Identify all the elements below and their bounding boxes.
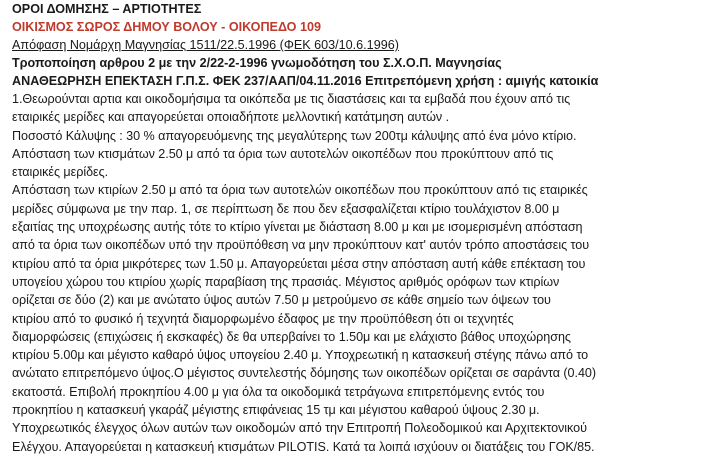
amendment-line: Τροποποίηση αρθρου 2 με την 2/22-2-1996 γνωμοδότηση του Σ.Χ.Ο.Π. Μαγνησίας	[12, 56, 502, 70]
body-line: κτιρίου 5.00μ και μέγιστο καθαρό ύψος υπογείου 2.40 μ. Υποχρεωτική η κατασκευή στέγης πάνω από το	[12, 348, 589, 363]
body-line: υπογείου χώρου του κτιρίου χωρίς παραβίαση της πρασιάς. Μέγιστος αριθμός ορόφων των κτιρίων	[12, 274, 560, 289]
body-line: μερίδες σύμφωνα με την παρ. 1, σε περίπτωση δε που δεν εξασφαλίζεται κτίριο τουλάχιστον 8.00 μ	[12, 201, 560, 216]
body-line: Ελέγχου. Απαγορεύεται η κατασκευή κτισμάτων PILOTIS. Κατά τα λοιπά ισχύουν οι διατάξεις του ΓΟΚ/85.	[12, 439, 595, 454]
body-line: εξαιτίας της υποχρέωσης αυτής τότε το κτίριο γίνεται με διάσταση 8.00 μ και με ισομερισμένη απόσταση	[12, 220, 583, 235]
body-line: κτιρίου από τα όρια μικρότερες των 1.50 μ. Απαγορεύεται μέσα στην απόσταση αυτή κάθε επέκταση του	[12, 256, 586, 271]
body-line: από τα όρια των οικοπέδων υπό την προϋπόθεση να μην προκύπτουν κατ' αυτόν τρόπο αποστάσεις του	[12, 238, 590, 253]
document-title: ΟΡΟΙ ΔΟΜΗΣΗΣ – ΑΡΤΙΟΤΗΤΕΣ	[12, 2, 202, 16]
body-line: Απόσταση των κτισμάτων 2.50 μ από τα όρια των αυτοτελών οικοπέδων που προκύπτουν από τις	[12, 146, 554, 161]
body-line: Ποσοστό Κάλυψης : 30 % απαγορευόμενης της μεγαλύτερης των 200τμ κάλυψης από ένα μόνο κτίριο.	[12, 128, 577, 143]
body-line: εταιρικές μερίδες.	[12, 165, 109, 180]
body-line: ορίζεται σε δύο (2) και με ανώτατο ύψος αυτών 7.50 μ μετρούμενο σε κάθε σημείο των όψεων του	[12, 293, 551, 308]
document-subtitle: ΟΙΚΙΣΜΟΣ ΣΩΡΟΣ ΔΗΜΟΥ ΒΟΛΟΥ - ΟΙΚΟΠΕΔΟ 109	[12, 20, 321, 34]
body-line: προκηπίου η κατασκευή γκαράζ μέγιστης επιφάνειας 15 τμ και μέγιστου καθαρού ύψους 2.30 μ.	[12, 403, 540, 418]
body-line: εκατοστά. Επιβολή προκηπίου 4.00 μ για όλα τα οικοδομικά τετράγωνα επιτρεπόμενης εντός του	[12, 384, 545, 399]
body-line: διαμορφώσεις (επιχώσεις ή εκσκαφές) δε θα υπερβαίνει το 1.50μ και με ελάχιστο βάθος υποχώρησης	[12, 329, 571, 344]
body-line: 1.Θεωρούνται αρτια και οικοδομήσιμα τα οικόπεδα με τις διαστάσεις και τα εμβαδά που έχουν από τις	[12, 92, 571, 106]
revision-line: ΑΝΑΘΕΩΡΗΣΗ ΕΠΕΚΤΑΣΗ Γ.Π.Σ. ΦΕΚ 237/ΑΑΠ/04.11.2016 Επιτρεπόμενη χρήση : αμιγής κατοικία	[12, 74, 599, 88]
body-line: ανώτατο επιτρεπόμενο ύψος.Ο μέγιστος συντελεστής δόμησης των οικοπέδων ορίζεται σε σαράντα (0.40)	[12, 366, 597, 381]
document-page	[12, 0, 702, 456]
decision-reference: Απόφαση Νομάρχη Μαγνησίας 1511/22.5.1996 (ΦΕΚ 603/10.6.1996)	[12, 38, 399, 52]
body-line: εταιρικές μερίδες και απαγορεύεται οποιαδήποτε μελλοντική κατάτμηση αυτών .	[12, 110, 450, 125]
body-line: κτιρίου από το φυσικό ή τεχνητά διαμορφωμένο έδαφος με την προϋπόθεση ότι οι τεχνητές	[12, 311, 514, 326]
body-line: Υποχρεωτικός έλεγχος όλων αυτών των οικοδομών από την Επιτροπή Πολεοδομικού και Αρχιτεκτονικού	[12, 421, 587, 436]
body-line: Απόσταση των κτιρίων 2.50 μ από τα όρια των αυτοτελών οικοπέδων που προκύπτουν από τις εταιρικές	[12, 183, 588, 198]
body-text	[12, 90, 702, 456]
